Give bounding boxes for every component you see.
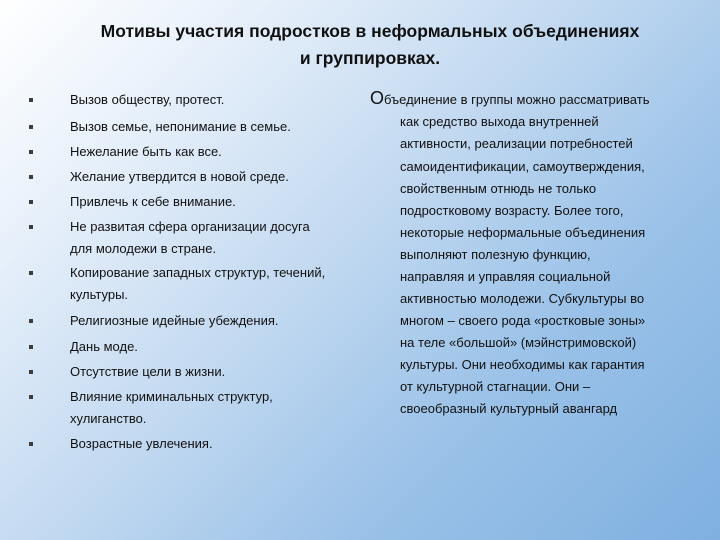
- paragraph-line: многом – своего рода «ростковые зоны»: [400, 313, 646, 328]
- paragraph-line: как средство выхода внутренней: [400, 114, 599, 129]
- motive-text: Привлечь к себе внимание.: [70, 194, 236, 209]
- paragraph-line: от культурной стагнации. Они –: [400, 379, 591, 394]
- paragraph-line-text: бъединение в группы можно рассматривать: [384, 92, 650, 107]
- paragraph-line: на теле «большой» (мэйнстримовской): [400, 335, 637, 350]
- motive-text: Отсутствие цели в жизни.: [70, 364, 226, 379]
- paragraph-line: своеобразный культурный авангард: [400, 401, 618, 416]
- paragraph-line: самоидентификации, самоутверждения,: [400, 159, 645, 174]
- motive-text: Религиозные идейные убеждения.: [70, 313, 279, 328]
- paragraph-line: активности, реализации потребностей: [400, 136, 633, 151]
- paragraph-line: активностью молодежи. Субкультуры во: [400, 291, 645, 306]
- paragraph-line: [370, 88, 649, 110]
- motive-text-continued: хулиганство.: [70, 411, 147, 426]
- paragraph-line: свойственным отнюдь не только: [400, 181, 597, 196]
- paragraph-line: подростковому возрасту. Более того,: [400, 203, 624, 218]
- paragraph-line: культуры. Они необходимы как гарантия: [400, 357, 645, 372]
- motive-text: Копирование западных структур, течений,: [70, 265, 326, 280]
- motive-text: Возрастные увлечения.: [70, 436, 213, 451]
- title-line-2: и группировках.: [299, 48, 441, 68]
- paragraph-initial-letter: О: [370, 88, 385, 108]
- motive-text: Дань моде.: [70, 339, 138, 354]
- paragraph-line: выполняют полезную функцию,: [400, 247, 591, 262]
- title-line-1: Мотивы участия подростков в неформальных объединениях: [100, 21, 640, 41]
- motive-text: Вызов семье, непонимание в семье.: [70, 119, 291, 134]
- motive-text: Не развитая сфера организации досуга: [70, 219, 310, 234]
- paragraph-line: некоторые неформальные объединения: [400, 225, 646, 240]
- motive-text: Нежелание быть как все.: [70, 144, 222, 159]
- motive-text-continued: для молодежи в стране.: [70, 241, 217, 256]
- motive-text: Вызов обществу, протест.: [70, 92, 225, 107]
- motive-text-continued: культуры.: [70, 287, 129, 302]
- motive-text: Желание утвердится в новой среде.: [70, 169, 289, 184]
- motive-text: Влияние криминальных структур,: [70, 389, 273, 404]
- paragraph-line: направляя и управляя социальной: [400, 269, 611, 284]
